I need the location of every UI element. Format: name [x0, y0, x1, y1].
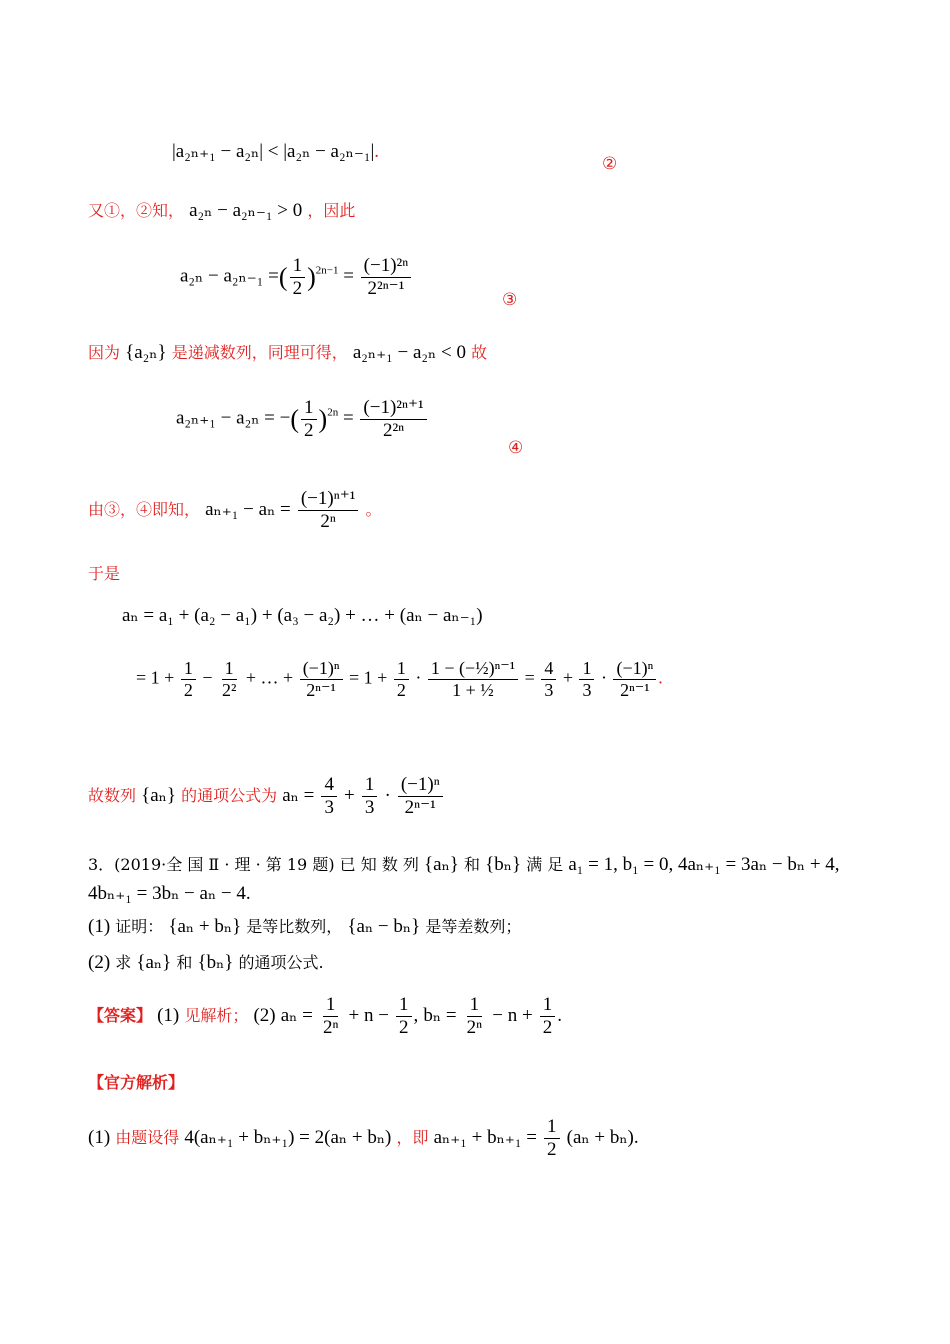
problem-and: 和	[464, 855, 481, 874]
inequality-expression: |a₂ₙ₊₁ − a₂ₙ| < |a₂ₙ − a₂ₙ₋₁|	[172, 141, 375, 162]
equation-mark-4: ④	[508, 438, 524, 458]
step-1-text-a: 又①，②知，	[88, 201, 185, 220]
step-5-text-a: 故数列	[88, 785, 137, 805]
sum-line-1: aₙ = a₁ + (a₂ − a₁) + (a₃ − a₂) + … + (aₙ − aₙ₋₁)	[122, 605, 483, 626]
problem-part-2	[88, 950, 324, 974]
step-5-sequence: {aₙ}	[141, 784, 177, 806]
sum2-frac-3: $\frac{\text{(−1)ⁿ}}{\text{2ⁿ⁻¹}}$	[300, 658, 343, 700]
equation-4: a₂ₙ₊₁ − a₂ₙ = −( $\frac{1}{2}$ )$^{2n}$ = $\frac{\text{(−1)²ⁿ⁺¹}}{\text{2²ⁿ}}$	[176, 397, 429, 442]
sum2-part-4: = 1 +	[349, 667, 388, 688]
answer-end: .	[557, 1004, 563, 1026]
step-5-plus: +	[344, 784, 355, 806]
solution-part-number: (1)	[88, 1126, 111, 1148]
answer-line	[88, 994, 562, 1039]
eq4-half: $\frac{1}{2}$	[301, 397, 317, 442]
answer-b-mid: − n +	[492, 1004, 533, 1026]
answer-label: 【答案】	[88, 1005, 153, 1025]
step-2-text-b: 是递减数列，同理可得，	[171, 343, 348, 362]
sum2-part-8: ·	[600, 667, 607, 688]
eq3-fraction: $\frac{\text{(−1)²ⁿ}}{\text{2²ⁿ⁻¹}}$	[361, 255, 412, 300]
sum2-dot: .	[658, 667, 663, 688]
part-2-seq-2: {bₙ}	[197, 952, 234, 973]
step-3-text-a: 由③，④即知，	[88, 499, 201, 519]
answer-a-lhs: aₙ =	[280, 1004, 313, 1026]
equation-3: a₂ₙ − a₂ₙ₋₁ =( $\frac{1}{2}$ )$^{2n-1}$ = $\frac{\text{(−1)²ⁿ}}{\text{2²ⁿ⁻¹}}$	[180, 255, 413, 300]
step-3-line	[88, 488, 382, 533]
problem-line-1	[88, 852, 840, 876]
part-1-seq-1: {aₙ + bₙ}	[168, 916, 242, 937]
step-3-text-b: 。	[365, 499, 382, 519]
solution-text-a: 由题设得	[115, 1127, 180, 1147]
problem-intro: 3．(2019·全 国 Ⅱ · 理 · 第 19 题) 已 知 数 列	[88, 855, 419, 874]
solution-end: .	[633, 1126, 639, 1148]
eq3-lhs: a₂ₙ − a₂ₙ₋₁ =	[180, 265, 279, 287]
part-1-number: (1)	[88, 916, 111, 937]
step-5-frac-3: $\frac{\text{(−1)ⁿ}}{\text{2ⁿ⁻¹}}$	[398, 774, 443, 819]
step-5-line	[88, 774, 445, 819]
step-4-text: 于是	[88, 564, 121, 583]
problem-seq-b: {bₙ}	[485, 854, 522, 875]
official-analysis-label: 【官方解析】	[88, 1073, 185, 1092]
step-2-text-c: 故	[471, 343, 488, 362]
step-2-text-a: 因为	[88, 343, 121, 362]
answer-a-frac-2: $\frac{1}{2}$	[396, 994, 412, 1039]
step-1-text-b: ，因此	[307, 201, 356, 220]
solution-lhs: aₙ₊₁ + bₙ₊₁ =	[433, 1126, 537, 1148]
sum2-part-7: +	[562, 667, 573, 688]
sum2-frac-2: $\frac{1}{\text{2²}}$	[221, 658, 237, 700]
sum2-part-1: = 1 +	[136, 667, 175, 688]
part-2-and: 和	[176, 953, 193, 972]
solution-fraction: $\frac{1}{2}$	[544, 1116, 560, 1161]
equation-mark-3: ③	[502, 290, 518, 310]
part-1-seq-2: {aₙ − bₙ}	[347, 916, 421, 937]
answer-part-1-text: 见解析；	[184, 1005, 249, 1025]
sum2-frac-8: $\frac{\text{(−1)ⁿ}}{\text{2ⁿ⁻¹}}$	[613, 658, 656, 700]
eq4-equals: =	[342, 407, 354, 429]
step-1-line	[88, 198, 355, 222]
step-5-frac-2: $\frac{1}{3}$	[362, 774, 378, 819]
sum2-part-2: −	[202, 667, 213, 688]
step-3-fraction: $\frac{\text{(−1)ⁿ⁺¹}}{\text{2ⁿ}}$	[298, 488, 359, 533]
step-5-lhs: aₙ =	[282, 784, 315, 806]
solution-line-1	[88, 1116, 639, 1161]
part-1-text-b: 是等比数列，	[246, 917, 343, 936]
answer-b-lhs: bₙ =	[423, 1004, 457, 1026]
answer-separator: ,	[413, 1004, 419, 1026]
part-1-text-c: 是等差数列；	[425, 917, 522, 936]
answer-b-frac-1: $\frac{1}{\text{2ⁿ}}$	[466, 994, 483, 1038]
sum2-frac-4: $\frac{1}{2}$	[394, 658, 409, 700]
problem-line-2: 4bₙ₊₁ = 3bₙ − aₙ − 4.	[88, 883, 251, 904]
sum2-part-3: + … +	[245, 667, 294, 688]
sum2-frac-7: $\frac{1}{3}$	[579, 658, 594, 700]
part-2-seq-1: {aₙ}	[136, 952, 172, 973]
part-1-text-a: 证明：	[115, 917, 164, 936]
sum2-frac-1: $\frac{1}{2}$	[181, 658, 196, 700]
part-2-text-a: 求	[115, 953, 132, 972]
answer-part-2-number: (2)	[253, 1004, 276, 1026]
problem-part-1	[88, 914, 521, 938]
problem-seq-a: {aₙ}	[424, 854, 459, 875]
eq4-lhs: a₂ₙ₊₁ − a₂ₙ = −	[176, 407, 291, 429]
solution-text-b: ，即	[396, 1127, 429, 1147]
problem-satisfy: 满 足	[526, 855, 564, 874]
eq3-exponent: 2n−1	[315, 264, 339, 277]
step-2-expression: a₂ₙ₊₁ − a₂ₙ < 0	[352, 342, 466, 363]
inequality-line	[172, 140, 379, 163]
step-3-lhs: aₙ₊₁ − aₙ =	[205, 498, 291, 520]
part-2-text-b: 的通项公式.	[238, 953, 324, 972]
step-2-line	[88, 340, 487, 364]
eq3-equals: =	[343, 265, 354, 287]
answer-a-mid: + n −	[348, 1004, 389, 1026]
step-5-text-b: 的通项公式为	[181, 785, 278, 805]
problem-condition-1: a₁ = 1, b₁ = 0, 4aₙ₊₁ = 3aₙ − bₙ + 4,	[568, 854, 840, 875]
sum2-part-6: =	[524, 667, 535, 688]
eq4-fraction: $\frac{\text{(−1)²ⁿ⁺¹}}{\text{2²ⁿ}}$	[360, 397, 426, 442]
answer-part-1-number: (1)	[157, 1004, 180, 1026]
answer-b-frac-2: $\frac{1}{2}$	[540, 994, 556, 1039]
solution-rhs: (aₙ + bₙ)	[566, 1126, 634, 1148]
sum-line-2	[136, 658, 663, 700]
step-1-expression: a₂ₙ − a₂ₙ₋₁ > 0	[189, 200, 303, 221]
equation-mark-2: ②	[602, 154, 618, 174]
answer-a-frac-1: $\frac{1}{\text{2ⁿ}}$	[322, 994, 339, 1038]
eq4-exponent: 2n	[327, 406, 339, 419]
step-5-frac-1: $\frac{4}{3}$	[321, 774, 337, 819]
eq3-half: $\frac{1}{2}$	[290, 255, 306, 300]
inequality-dot: .	[374, 141, 380, 162]
sum2-frac-5: $\frac{\text{1 − (−½)ⁿ⁻¹}}{\text{1 + ½}}$	[428, 658, 518, 700]
sum2-part-5: ·	[415, 667, 422, 688]
sum2-frac-6: $\frac{4}{3}$	[541, 658, 556, 700]
solution-expression: 4(aₙ₊₁ + bₙ₊₁) = 2(aₙ + bₙ)	[184, 1126, 392, 1148]
step-2-sequence: {a₂ₙ}	[125, 342, 167, 363]
part-2-number: (2)	[88, 952, 111, 973]
step-5-dot: ·	[384, 784, 391, 806]
